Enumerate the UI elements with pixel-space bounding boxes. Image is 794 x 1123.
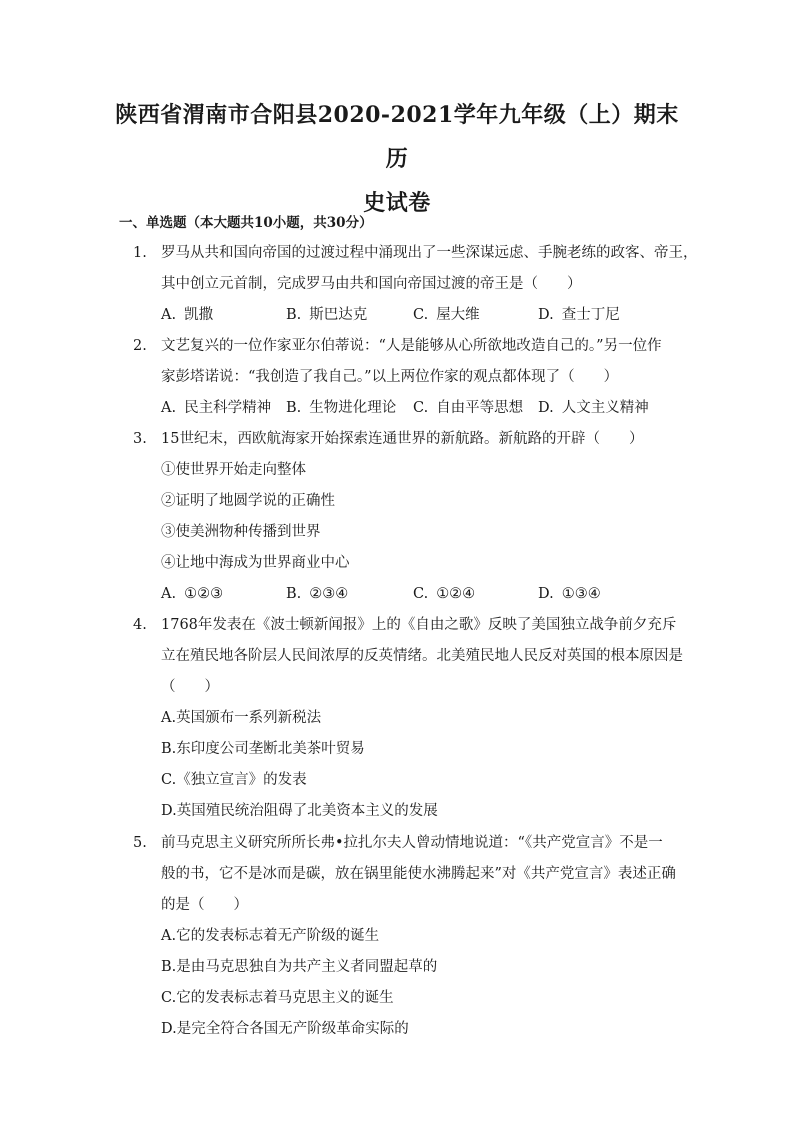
question-number: 1. bbox=[133, 245, 147, 261]
option-a: A. 凯撒 bbox=[161, 307, 214, 323]
question-2 bbox=[133, 331, 673, 424]
option-a: A. ①②③ bbox=[161, 586, 224, 602]
statement-3: ③使美洲物种传播到世界 bbox=[161, 524, 321, 540]
option-c: C.它的发表标志着马克思主义的诞生 bbox=[161, 990, 394, 1006]
option-d: D. ①③④ bbox=[538, 586, 601, 602]
option-b: B.是由马克思独自为共产主义者同盟起草的 bbox=[161, 959, 438, 975]
option-b: B. 生物进化理论 bbox=[286, 400, 397, 416]
question-1 bbox=[133, 238, 698, 331]
option-b: B. ②③④ bbox=[286, 586, 349, 602]
question-text-line: 文艺复兴的一位作家亚尔伯蒂说：“人是能够从心所欲地改造自己的。”另一位作 bbox=[161, 338, 662, 354]
option-c: C. ①②④ bbox=[413, 586, 476, 602]
question-5 bbox=[133, 828, 676, 1045]
option-d: D.是完全符合各国无产阶级革命实际的 bbox=[161, 1021, 409, 1037]
option-b: B. 斯巴达克 bbox=[286, 307, 368, 323]
statement-4: ④让地中海成为世界商业中心 bbox=[161, 555, 350, 571]
question-number: 5. bbox=[133, 835, 147, 851]
statement-2: ②证明了地圆学说的正确性 bbox=[161, 493, 335, 509]
option-a: A. 民主科学精神 bbox=[161, 400, 272, 416]
option-d: D.英国殖民统治阻碍了北美资本主义的发展 bbox=[161, 803, 438, 819]
option-a: A.英国颁布一系列新税法 bbox=[161, 710, 322, 726]
question-text-line: 立在殖民地各阶层人民间浓厚的反英情绪。北美殖民地人民反对英国的根本原因是 bbox=[161, 648, 683, 664]
option-b: B.东印度公司垄断北美茶叶贸易 bbox=[161, 741, 365, 757]
option-c: C. 屋大维 bbox=[413, 307, 480, 323]
section-heading: 一、单选题（本大题共10小题，共30分） bbox=[119, 215, 373, 231]
question-text-line: （ ） bbox=[161, 679, 219, 695]
option-d: D. 人文主义精神 bbox=[538, 400, 649, 416]
option-d: D. 查士丁尼 bbox=[538, 307, 620, 323]
page-title bbox=[110, 93, 684, 225]
question-3 bbox=[133, 424, 673, 610]
question-number: 4. bbox=[133, 617, 147, 633]
question-text-line: 其中创立元首制，完成罗马由共和国向帝国过渡的帝王是（ ） bbox=[161, 276, 582, 292]
question-text-line: 般的书，它不是冰而是碳，放在锅里能使水沸腾起来”对《共产党宣言》表述正确 bbox=[161, 866, 676, 882]
statement-1: ①使世界开始走向整体 bbox=[161, 462, 306, 478]
question-text-line: 15世纪末，西欧航海家开始探索连通世界的新航路。新航路的开辟（ ） bbox=[161, 431, 644, 447]
question-text-line: 1768年发表在《波士顿新闻报》上的《自由之歌》反映了美国独立战争前夕充斥 bbox=[161, 617, 677, 633]
option-c: C. 自由平等思想 bbox=[413, 400, 524, 416]
question-text-line: 前马克思主义研究所所长弗•拉扎尔夫人曾动情地说道：“《共产党宣言》不是一 bbox=[161, 835, 663, 851]
question-4 bbox=[133, 610, 683, 827]
option-c: C.《独立宣言》的发表 bbox=[161, 772, 307, 788]
option-a: A.它的发表标志着无产阶级的诞生 bbox=[161, 928, 380, 944]
question-text-line: 的是（ ） bbox=[161, 897, 248, 913]
question-number: 2. bbox=[133, 338, 147, 354]
question-text-line: 家彭塔诺说：“我创造了我自己。”以上两位作家的观点都体现了（ ） bbox=[161, 369, 619, 385]
question-number: 3. bbox=[133, 431, 147, 447]
question-text-line: 罗马从共和国向帝国的过渡过程中涌现出了一些深谋远虑、手腕老练的政客、帝王， bbox=[161, 245, 698, 261]
title-line-2: 史试卷 bbox=[363, 190, 431, 216]
title-line-1: 陕西省渭南市合阳县2020-2021学年九年级（上）期末历 bbox=[115, 102, 679, 172]
